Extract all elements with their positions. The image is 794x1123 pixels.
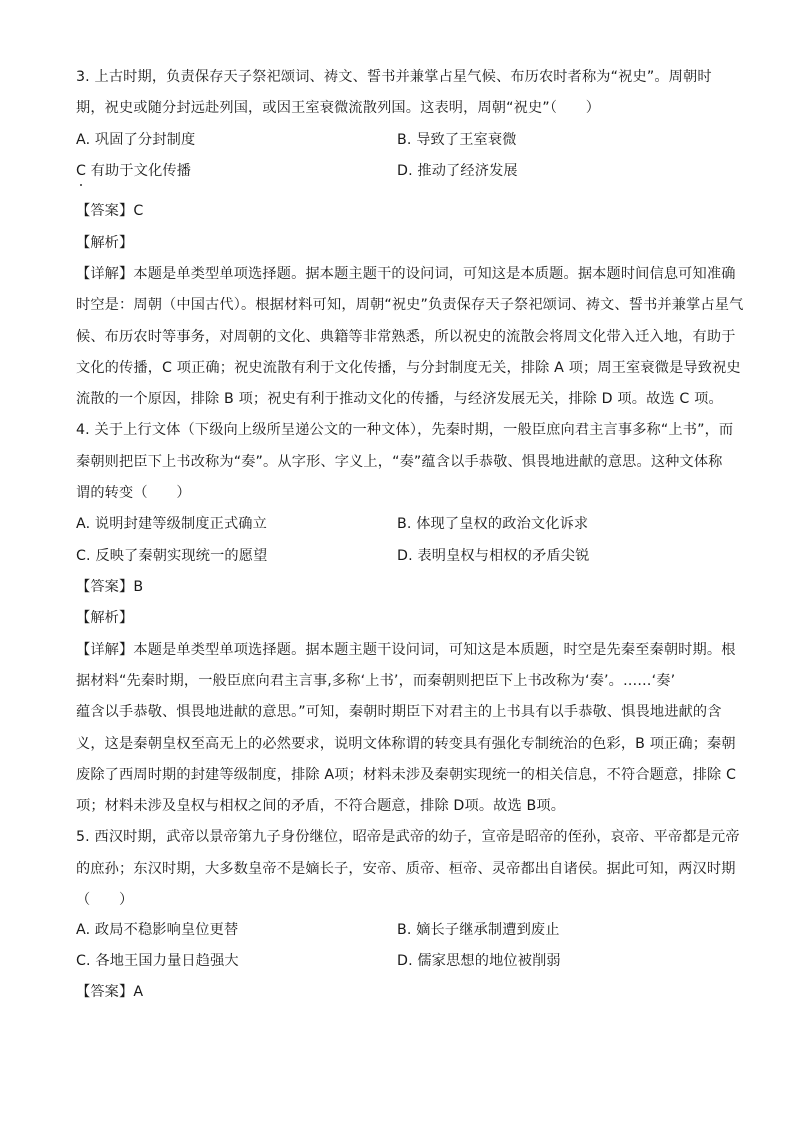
q3-detail-line-2: 时空是：周朝（中国古代）。根据材料可知，周朝“祝史”负责保存天子祭祀颂词、祷文、誓书并兼掌占星气 <box>76 297 744 313</box>
q4-stem-line-2: 秦朝则把臣下上书改称为“奏”。从字形、字义上，“奏”蕴含以手恭敬、惧畏地进献的意思。这种文体称 <box>76 454 723 470</box>
q3-detail-line-3: 候、布历农时等事务，对周朝的文化、典籍等非常熟悉，所以祝史的流散会将周文化带入迁入地，有助于 <box>76 329 736 345</box>
q3-stem-line-1: 3. 上古时期，负责保存天子祭祀颂词、祷文、誓书并兼掌占星气候、布历农时者称为“祝史”。周朝时 <box>76 69 712 85</box>
q4-answer: 【答案】B <box>76 579 144 595</box>
q3-option-c: C 有助于文化传播 <box>76 163 192 179</box>
q4-option-a: A. 说明封建等级制度正式确立 <box>76 516 267 532</box>
q3-option-d: D. 推动了经济发展 <box>397 163 518 179</box>
q5-answer: 【答案】A <box>76 984 144 1000</box>
q4-stem-line-3: 谓的转变（ ） <box>76 485 191 501</box>
q4-detail-line-3: 蕴含以手恭敬、惧畏地进献的意思。”可知，秦朝时期臣下对君主的上书具有以手恭敬、惧畏地进献的含 <box>76 704 722 720</box>
q5-option-c: C. 各地王国力量日趋强大 <box>76 953 239 969</box>
q3-detail-line-1: 【详解】本题是单类型单项选择题。据本题主题干的设问词，可知这是本质题。据本题时间信息可知准确 <box>76 266 736 282</box>
q5-stem-line-1: 5. 西汉时期，武帝以景帝第九子身份继位，昭帝是武帝的幼子，宣帝是昭帝的侄孙，哀帝、平帝都是元帝 <box>76 829 740 845</box>
q4-detail-line-6: 项；材料未涉及皇权与相权之间的矛盾，不符合题意，排除 D项。故选 B项。 <box>76 798 566 814</box>
q3-analysis-label: 【解析】 <box>76 235 134 251</box>
q3-stem-line-2: 期，祝史或随分封远赴列国，或因王室衰微流散列国。这表明，周朝“祝史”（ ） <box>76 100 601 116</box>
q4-detail-line-5: 废除了西周时期的封建等级制度，排除 A项；材料未涉及秦朝实现统一的相关信息，不符合题意，排除 C <box>76 767 737 783</box>
q5-option-b: B. 嫡长子继承制遭到废止 <box>397 922 560 938</box>
q3-detail-line-4: 文化的传播，C 项正确；祝史流散有利于文化传播，与分封制度无关，排除 A 项；周王室衰微是导致祝史 <box>76 360 741 376</box>
stray-dot <box>80 184 82 186</box>
q4-option-c: C. 反映了秦朝实现统一的愿望 <box>76 548 268 564</box>
q4-option-d: D. 表明皇权与相权的矛盾尖锐 <box>397 548 590 564</box>
q4-detail-line-1: 【详解】本题是单类型单项选择题。据本题主题干设问词，可知这是本质题，时空是先秦至秦朝时期。根 <box>76 642 736 658</box>
q4-stem-line-1: 4. 关于上行文体（下级向上级所呈递公文的一种文体），先秦时期，一般臣庶向君主言事多称“上书”，而 <box>76 422 734 438</box>
q4-analysis-label: 【解析】 <box>76 610 134 626</box>
q4-option-b: B. 体现了皇权的政治文化诉求 <box>397 516 589 532</box>
q5-stem-line-3: （ ） <box>76 892 134 908</box>
q5-stem-line-2: 的庶孙；东汉时期，大多数皇帝不是嫡长子，安帝、质帝、桓帝、灵帝都出自诸侯。据此可知，两汉时期 <box>76 861 736 877</box>
q5-option-d: D. 儒家思想的地位被削弱 <box>397 953 561 969</box>
q3-option-a: A. 巩固了分封制度 <box>76 132 196 148</box>
q3-detail-line-5: 流散的一个原因，排除 B 项；祝史有利于推动文化的传播，与经济发展无关，排除 D 项。故选 C 项。 <box>76 391 723 407</box>
q4-detail-line-4: 义，这是秦朝皇权至高无上的必然要求，说明文体称谓的转变具有强化专制统治的色彩，B 项正确；秦朝 <box>76 736 736 752</box>
q4-detail-line-2: 据材料“先秦时期，一般臣庶向君主言事,多称‘上书’，而秦朝则把臣下上书改称为‘奏’。……‘奏’ <box>76 673 676 689</box>
q3-option-b: B. 导致了王室衰微 <box>397 132 517 148</box>
q3-answer: 【答案】C <box>76 203 144 219</box>
q5-option-a: A. 政局不稳影响皇位更替 <box>76 922 239 938</box>
